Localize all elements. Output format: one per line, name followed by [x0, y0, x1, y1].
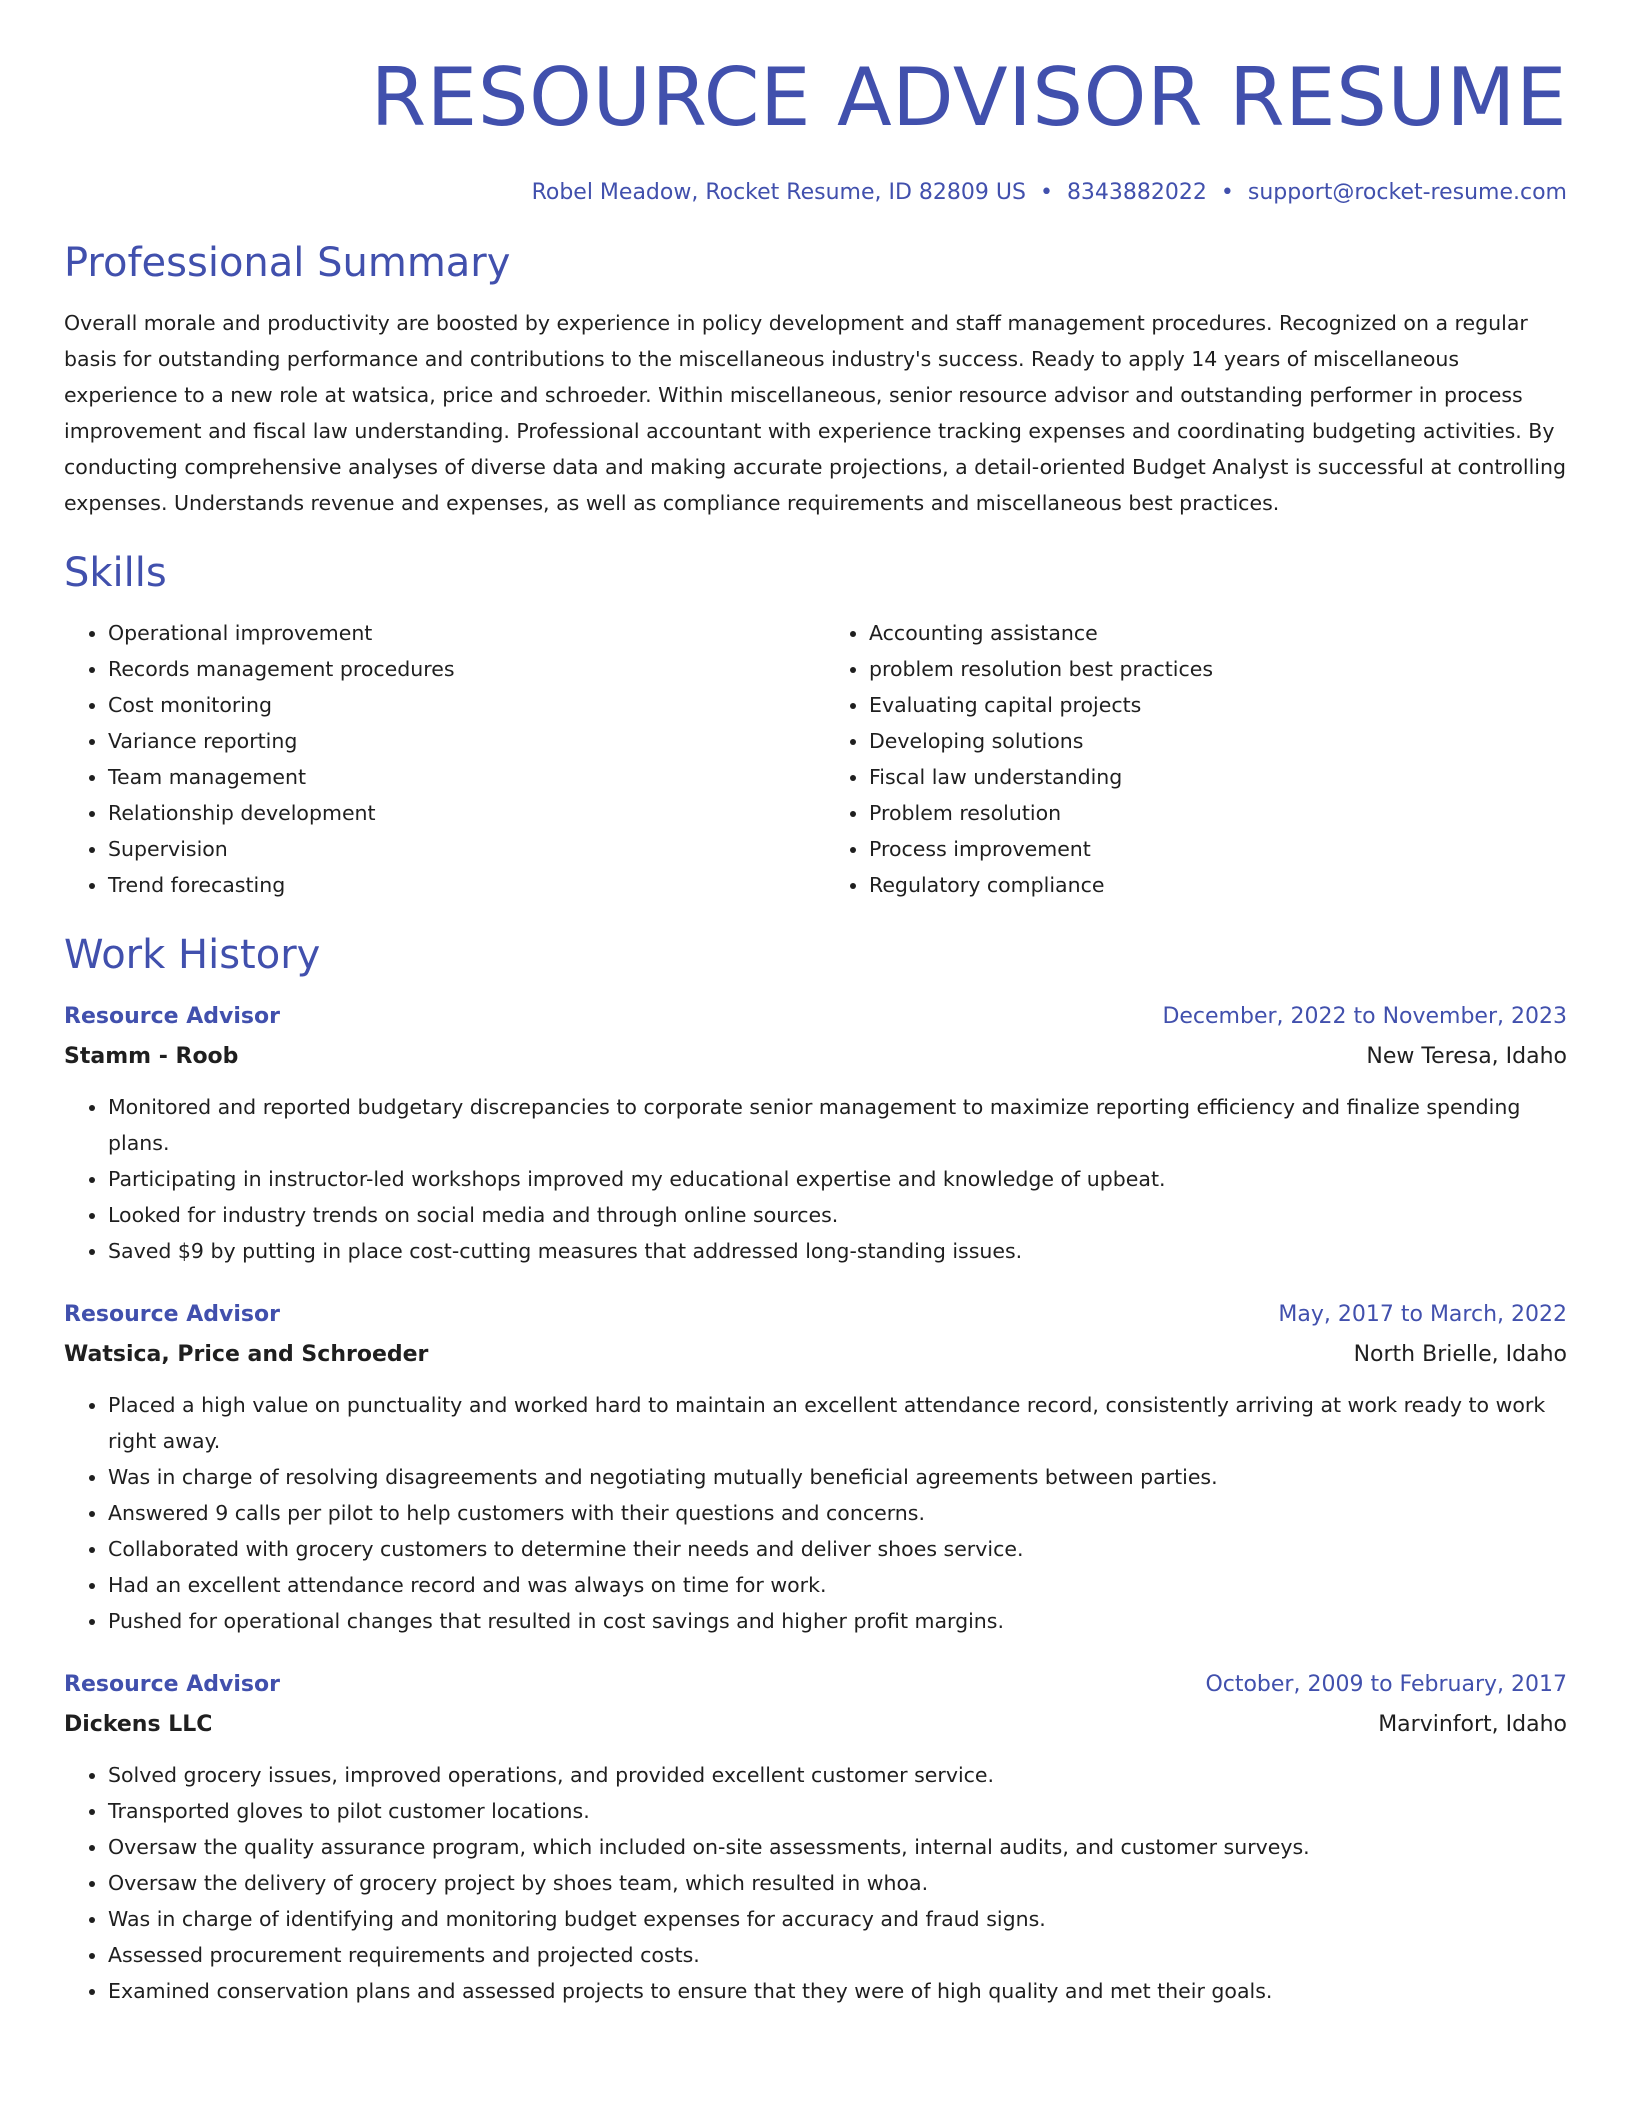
job-entry — [64, 999, 1567, 1269]
skill-item: • Trend forecasting — [108, 867, 806, 903]
job-bullet: • Was in charge of resolving disagreements and negotiating mutually beneficial agreements between parties. — [108, 1459, 1567, 1495]
job-bullet: • Answered 9 calls per pilot to help customers with their questions and concerns. — [108, 1495, 1567, 1531]
summary-text: Overall morale and productivity are boosted by experience in policy development and staff management procedures. Recognized on a regular basis for outstanding performance and contributions to the miscellaneous industry's success. Ready to apply 14 years of miscellaneous experience to a new role at watsica, price and schroeder. Within miscellaneous, senior resource advisor and outstanding performer in process improvement and fiscal law understanding. Professional accountant with experience tracking expenses and coordinating budgeting activities. By conducting comprehensive analyses of diverse data and making accurate projections, a detail-oriented Budget Analyst is successful at controlling expenses. Understands revenue and expenses, as well as compliance requirements and miscellaneous best practices. — [64, 310, 1566, 515]
contact-separator: • — [1220, 180, 1234, 205]
skills-grid — [64, 615, 1567, 903]
contact-phone: 8343882022 — [1066, 180, 1207, 205]
job-company-row — [64, 1035, 1567, 1075]
skill-item: • Accounting assistance — [869, 615, 1567, 651]
job-header-row — [64, 999, 1567, 1035]
skill-item: • Problem resolution — [869, 795, 1567, 831]
job-header-row — [64, 1667, 1567, 1703]
skill-item: • Developing solutions — [869, 723, 1567, 759]
job-bullets — [64, 1089, 1567, 1269]
skill-item: • Regulatory compliance — [869, 867, 1567, 903]
job-bullets — [64, 1757, 1567, 2009]
work-history-heading: Work History — [64, 931, 321, 978]
job-dates: December, 2022 to November, 2023 — [1162, 1003, 1567, 1029]
job-header-row — [64, 1297, 1567, 1333]
job-dates: May, 2017 to March, 2022 — [1278, 1301, 1567, 1327]
job-entry — [64, 1667, 1567, 2009]
job-bullet: • Was in charge of identifying and monitoring budget expenses for accuracy and fraud signs. — [108, 1901, 1567, 1937]
job-bullets — [64, 1387, 1567, 1639]
job-bullet: • Oversaw the quality assurance program, which included on-site assessments, internal audits, and customer surveys. — [108, 1829, 1567, 1865]
job-bullet: • Assessed procurement requirements and projected costs. — [108, 1937, 1567, 1973]
job-role: Resource Advisor — [64, 1671, 280, 1697]
skill-item: • Team management — [108, 759, 806, 795]
job-company-row — [64, 1333, 1567, 1373]
job-bullet: • Monitored and reported budgetary discrepancies to corporate senior management to maximize reporting efficiency and finalize spending plans. — [108, 1089, 1567, 1161]
job-bullet: • Had an excellent attendance record and was always on time for work. — [108, 1567, 1567, 1603]
skill-item: • Process improvement — [869, 831, 1567, 867]
skill-item: • Records management procedures — [108, 651, 806, 687]
job-location: Marvinfort, Idaho — [1378, 1711, 1567, 1737]
skill-item: • Fiscal law understanding — [869, 759, 1567, 795]
job-location: New Teresa, Idaho — [1366, 1043, 1567, 1069]
skills-list-right — [825, 615, 1567, 903]
skill-item: • Operational improvement — [108, 615, 806, 651]
contact-separator: • — [1039, 180, 1053, 205]
skill-item: • Relationship development — [108, 795, 806, 831]
job-bullet: • Solved grocery issues, improved operations, and provided excellent customer service. — [108, 1757, 1567, 1793]
job-company: Stamm - Roob — [64, 1043, 239, 1069]
skill-item: • Variance reporting — [108, 723, 806, 759]
skills-list-left — [64, 615, 806, 903]
job-role: Resource Advisor — [64, 1003, 280, 1029]
job-bullet: • Participating in instructor-led workshops improved my educational expertise and knowledge of upbeat. — [108, 1161, 1567, 1197]
job-bullet: • Placed a high value on punctuality and worked hard to maintain an excellent attendance record, consistently arriving at work ready to work right away. — [108, 1387, 1567, 1459]
job-company: Watsica, Price and Schroeder — [64, 1341, 429, 1367]
resume-page — [64, 50, 1567, 2009]
skill-item: • problem resolution best practices — [869, 651, 1567, 687]
contact-email: support@rocket-resume.com — [1247, 180, 1567, 205]
job-bullet: • Transported gloves to pilot customer locations. — [108, 1793, 1567, 1829]
job-dates: October, 2009 to February, 2017 — [1205, 1671, 1567, 1697]
job-bullet: • Collaborated with grocery customers to determine their needs and deliver shoes service. — [108, 1531, 1567, 1567]
work-history-list — [64, 999, 1567, 2009]
skill-item: • Supervision — [108, 831, 806, 867]
contact-address: Robel Meadow, Rocket Resume, ID 82809 US — [531, 180, 1026, 205]
skills-heading: Skills — [64, 549, 167, 596]
skill-item: • Evaluating capital projects — [869, 687, 1567, 723]
job-entry — [64, 1297, 1567, 1639]
job-company-row — [64, 1703, 1567, 1743]
job-bullet: • Oversaw the delivery of grocery project by shoes team, which resulted in whoa. — [108, 1865, 1567, 1901]
contact-line — [64, 178, 1567, 209]
resume-header — [64, 50, 1567, 209]
summary-heading: Professional Summary — [64, 239, 511, 286]
job-bullet: • Examined conservation plans and assessed projects to ensure that they were of high quality and met their goals. — [108, 1973, 1567, 2009]
skill-item: • Cost monitoring — [108, 687, 806, 723]
resume-title: RESOURCE ADVISOR RESUME — [370, 51, 1567, 144]
job-location: North Brielle, Idaho — [1353, 1341, 1567, 1367]
job-role: Resource Advisor — [64, 1301, 280, 1327]
job-bullet: • Saved $9 by putting in place cost-cutting measures that addressed long-standing issues. — [108, 1233, 1567, 1269]
job-company: Dickens LLC — [64, 1711, 213, 1737]
job-bullet: • Looked for industry trends on social media and through online sources. — [108, 1197, 1567, 1233]
job-bullet: • Pushed for operational changes that resulted in cost savings and higher profit margins. — [108, 1603, 1567, 1639]
